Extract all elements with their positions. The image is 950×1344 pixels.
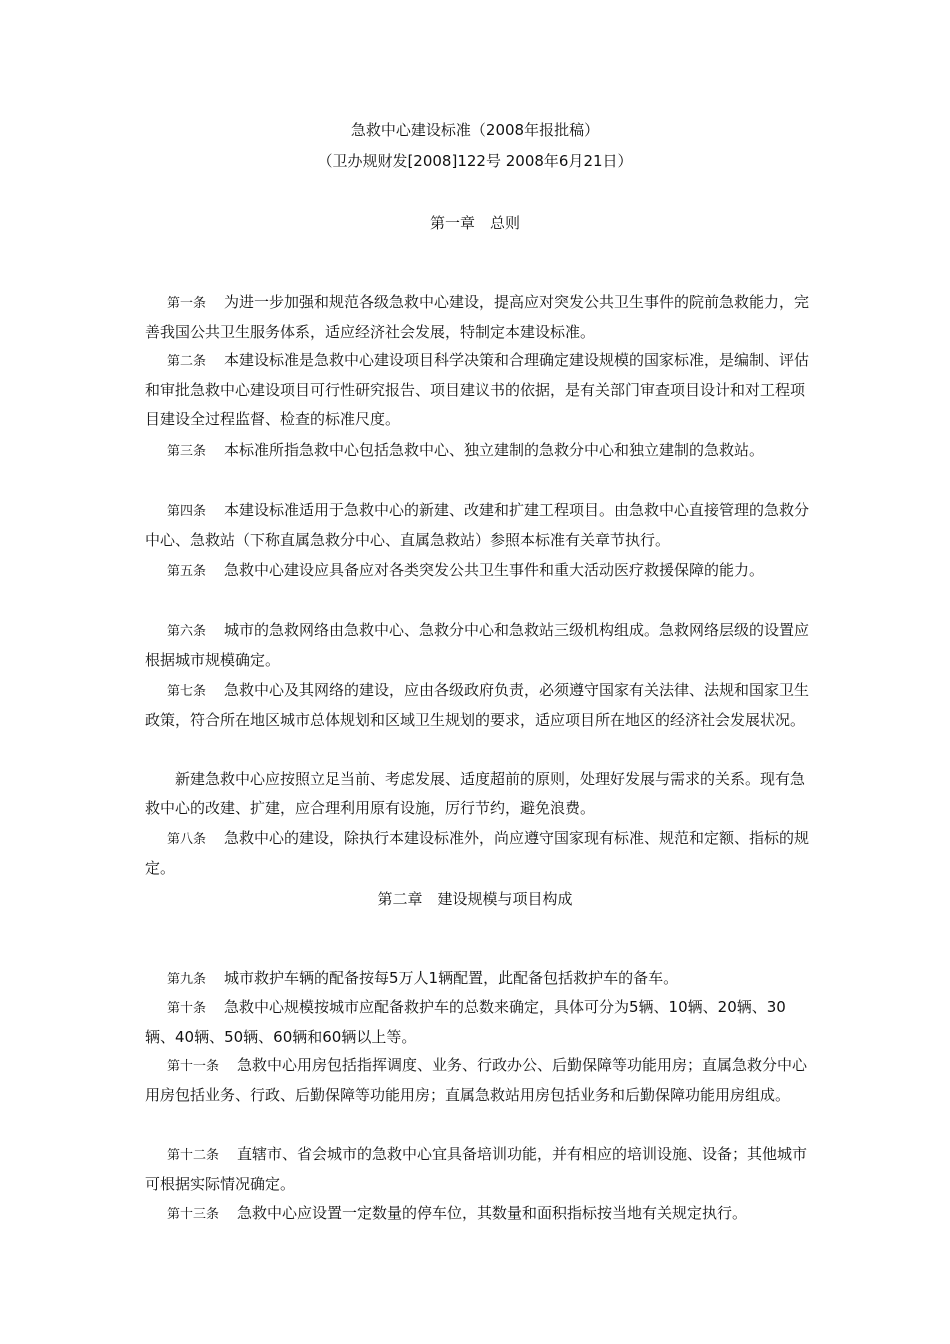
article-8 xyxy=(145,824,810,883)
article-label: 第六条 xyxy=(167,624,207,639)
article-label: 第九条 xyxy=(167,972,207,987)
article-label: 第三条 xyxy=(167,444,207,459)
article-9 xyxy=(145,964,810,994)
article-6 xyxy=(145,616,810,675)
article-10 xyxy=(145,993,810,1052)
article-label: 第一条 xyxy=(167,296,207,311)
article-text: 急救中心规模按城市应配备救护车的总数来确定，具体可分为5辆、10辆、20辆、30辆、40辆、50辆、60辆和60辆以上等。 xyxy=(145,998,786,1046)
article-label: 第七条 xyxy=(167,684,207,699)
article-label: 第十条 xyxy=(167,1001,207,1016)
article-text: 为进一步加强和规范各级急救中心建设，提高应对突发公共卫生事件的院前急救能力，完善我国公共卫生服务体系，适应经济社会发展，特制定本建设标准。 xyxy=(145,293,810,341)
article-text: 直辖市、省会城市的急救中心宜具备培训功能，并有相应的培训设施、设备；其他城市可根据实际情况确定。 xyxy=(145,1145,808,1193)
article-text: 急救中心应设置一定数量的停车位，其数量和面积指标按当地有关规定执行。 xyxy=(237,1204,748,1222)
article-label: 第五条 xyxy=(167,564,207,579)
article-11 xyxy=(145,1051,810,1110)
article-5 xyxy=(145,556,810,586)
article-text: 新建急救中心应按照立足当前、考虑发展、适度超前的原则，处理好发展与需求的关系。现有急救中心的改建、扩建，应合理利用原有设施，厉行节约，避免浪费。 xyxy=(145,770,806,817)
article-label: 第二条 xyxy=(167,354,207,369)
article-text: 本建设标准适用于急救中心的新建、改建和扩建工程项目。由急救中心直接管理的急救分中心、急救站（下称直属急救分中心、直属急救站）参照本标准有关章节执行。 xyxy=(145,501,810,549)
article-text: 急救中心及其网络的建设，应由各级政府负责，必须遵守国家有关法律、法规和国家卫生政策，符合所在地区城市总体规划和区域卫生规划的要求，适应项目所在地区的经济社会发展状况。 xyxy=(145,681,810,729)
article-4 xyxy=(145,496,810,555)
article-label: 第十三条 xyxy=(167,1207,220,1222)
article-3 xyxy=(145,436,810,466)
article-7-paragraph-2 xyxy=(145,765,810,823)
chapter-1-title: 第一章 总则 xyxy=(429,214,520,232)
article-2 xyxy=(145,346,810,434)
document-title: 急救中心建设标准（2008年报批稿） xyxy=(350,121,600,139)
article-text: 急救中心建设应具备应对各类突发公共卫生事件和重大活动医疗救援保障的能力。 xyxy=(224,561,765,579)
article-text: 急救中心的建设，除执行本建设标准外，尚应遵守国家现有标准、规范和定额、指标的规定。 xyxy=(145,829,810,877)
article-12 xyxy=(145,1140,810,1199)
article-label: 第十一条 xyxy=(167,1059,220,1074)
article-13 xyxy=(145,1199,810,1229)
chapter-2-title: 第二章 建设规模与项目构成 xyxy=(377,890,573,908)
article-text: 本标准所指急救中心包括急救中心、独立建制的急救分中心和独立建制的急救站。 xyxy=(224,441,765,459)
document-subtitle: （卫办规财发[2008]122号 2008年6月21日） xyxy=(317,152,633,170)
article-1 xyxy=(145,288,810,347)
article-text: 城市救护车辆的配备按每5万人1辆配置，此配备包括救护车的备车。 xyxy=(224,969,679,987)
article-text: 急救中心用房包括指挥调度、业务、行政办公、后勤保障等功能用房；直属急救分中心用房包括业务、行政、后勤保障等功能用房；直属急救站用房包括业务和后勤保障功能用房组成。 xyxy=(145,1056,808,1104)
article-text: 城市的急救网络由急救中心、急救分中心和急救站三级机构组成。急救网络层级的设置应根据城市规模确定。 xyxy=(145,621,810,669)
article-7 xyxy=(145,676,810,735)
article-text: 本建设标准是急救中心建设项目科学决策和合理确定建设规模的国家标准，是编制、评估和审批急救中心建设项目可行性研究报告、项目建议书的依据，是有关部门审查项目设计和对工程项目建设全过程监督、检查的标准尺度。 xyxy=(145,351,810,428)
article-label: 第八条 xyxy=(167,832,207,847)
article-label: 第十二条 xyxy=(167,1148,220,1163)
article-label: 第四条 xyxy=(167,504,207,519)
